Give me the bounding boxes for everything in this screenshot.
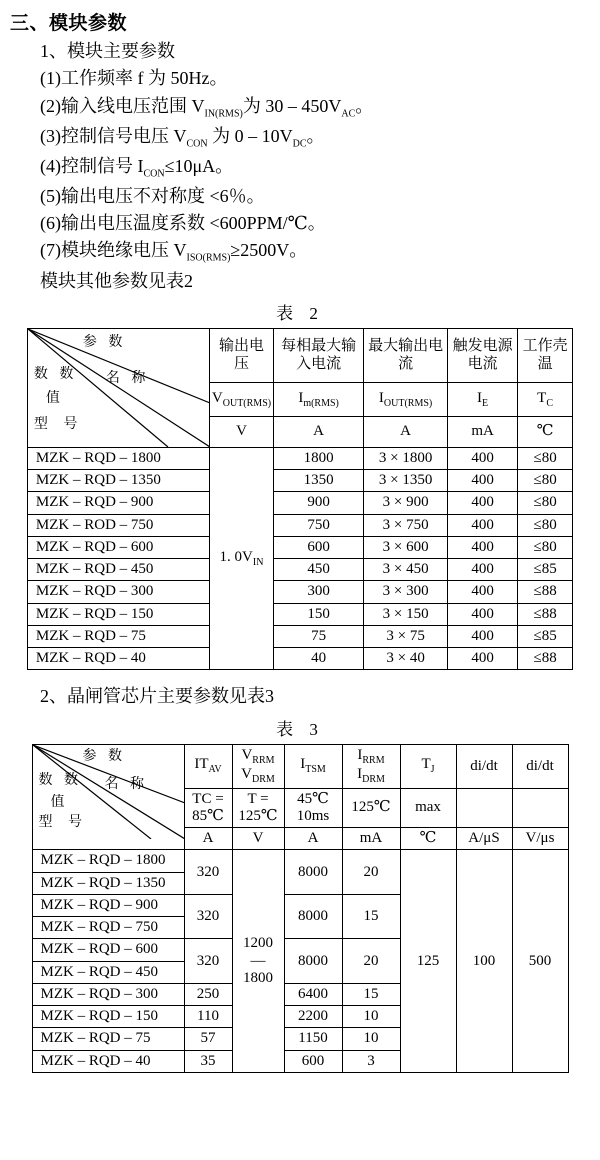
- table3-cond-irrm: 125℃: [342, 788, 400, 828]
- table2-model: MZK – RQD – 75: [27, 625, 209, 647]
- table2-im: 900: [274, 492, 364, 514]
- table3-symbol-itsm: $I_{TSM}$: [284, 744, 342, 788]
- table3-itav: 320: [184, 939, 232, 984]
- table3-tj-merged: 125: [400, 850, 456, 1073]
- param-item-6: (6)输出电压温度系数 <600PPM/℃。: [40, 213, 326, 234]
- table2-vout-merged: 1. $0V_{IN}$: [209, 447, 273, 670]
- corner-label-name: 名 称: [105, 370, 150, 386]
- table2-model: MZK – RQD – 450: [27, 559, 209, 581]
- table3-unit-itav: A: [184, 828, 232, 850]
- table2-im: 75: [274, 625, 364, 647]
- table3-symbol-didt1: di/dt: [456, 744, 512, 788]
- param-item-5: (5)输出电压不对称度 <6％。: [40, 185, 265, 206]
- table3-model: MZK – RQD – 900: [32, 894, 184, 916]
- table2-tc: ≤80: [518, 470, 573, 492]
- table2-iout: 3 × 600: [364, 536, 448, 558]
- corner-label-param: 参 数: [82, 334, 127, 350]
- table3-model: MZK – RQD – 450: [32, 961, 184, 983]
- table2-tc: ≤80: [518, 447, 573, 469]
- table2-im: 600: [274, 536, 364, 558]
- table3-irrm: 15: [342, 894, 400, 939]
- table2-im: 450: [274, 559, 364, 581]
- table3-irrm: 10: [342, 1006, 400, 1028]
- table3-cond-tj: max: [400, 788, 456, 828]
- table2-model: MZK – RQD – 40: [27, 648, 209, 670]
- param-item-7: (7)模块绝缘电压 $V_{ISO(RMS)}\ge 2500V$。: [40, 240, 308, 265]
- param-item-3: (3)控制信号电压 $V_{CON}$ 为 $0 - 10V_{DC}$。: [40, 125, 325, 150]
- table-3: [32, 744, 569, 1073]
- table3-itsm: 8000: [284, 894, 342, 939]
- table3-model: MZK – RQD – 750: [32, 917, 184, 939]
- table3-itsm: 2200: [284, 1006, 342, 1028]
- table2-tc: ≤88: [518, 603, 573, 625]
- table3-irrm: 3: [342, 1050, 400, 1072]
- table2-ie: 400: [448, 559, 518, 581]
- table2-col-header-tc: 工作壳温: [518, 328, 573, 382]
- table2-ie: 400: [448, 625, 518, 647]
- table2-header-row-name: [27, 328, 572, 382]
- table-row: [27, 625, 572, 647]
- table2-unit-im: A: [274, 417, 364, 448]
- table2-iout: 3 × 1800: [364, 447, 448, 469]
- table2-im: 750: [274, 514, 364, 536]
- table2-symbol-vout: $V_{OUT(RMS)}$: [209, 383, 273, 417]
- table2-ie: 400: [448, 447, 518, 469]
- table-row: [27, 536, 572, 558]
- table3-itsm: 8000: [284, 939, 342, 984]
- section-2-title: 2、晶闸管芯片主要参数见表3: [40, 686, 274, 707]
- table3-model: MZK – RQD – 1350: [32, 872, 184, 894]
- table2-iout: 3 × 900: [364, 492, 448, 514]
- table3-model: MZK – RQD – 600: [32, 939, 184, 961]
- table3-irrm: 20: [342, 939, 400, 984]
- table2-tc: ≤88: [518, 648, 573, 670]
- corner-label-zhi: 值: [50, 794, 65, 810]
- table-row: [27, 559, 572, 581]
- table3-caption: 表 3: [276, 719, 324, 739]
- table-2: [27, 328, 573, 671]
- table2-tc: ≤85: [518, 625, 573, 647]
- table2-corner-cell: [27, 328, 209, 447]
- table3-model: MZK – RQD – 75: [32, 1028, 184, 1050]
- table2-col-header-ie: 触发电源电流: [448, 328, 518, 382]
- table2-im: 1350: [274, 470, 364, 492]
- table2-iout: 3 × 750: [364, 514, 448, 536]
- table3-irrm: 20: [342, 850, 400, 895]
- table3-itsm: 600: [284, 1050, 342, 1072]
- table-row: [27, 648, 572, 670]
- table3-itsm: 6400: [284, 983, 342, 1005]
- table3-cond-itsm: 45℃ 10ms: [284, 788, 342, 828]
- table-row: [27, 581, 572, 603]
- table3-didt1-merged: 100: [456, 850, 512, 1073]
- table2-model: MZK – RQD – 300: [27, 581, 209, 603]
- table2-symbol-ie: $I_E$: [448, 383, 518, 417]
- table3-unit-vrrm: V: [232, 828, 284, 850]
- table2-tc: ≤80: [518, 514, 573, 536]
- table3-vrrm-merged: 1200 — 1800: [232, 850, 284, 1073]
- table3-corner-cell: [32, 744, 184, 850]
- table-row: [27, 492, 572, 514]
- table3-cond-itav: TC = 85℃: [184, 788, 232, 828]
- table2-ie: 400: [448, 603, 518, 625]
- table-row: [27, 514, 572, 536]
- table3-itav: 35: [184, 1050, 232, 1072]
- section-1-title: 1、模块主要参数: [40, 41, 175, 61]
- table3-irrm: 10: [342, 1028, 400, 1050]
- table2-col-header-vout: 输出电压: [209, 328, 273, 382]
- table2-symbol-iout: $I_{OUT(RMS)}$: [364, 383, 448, 417]
- table2-ie: 400: [448, 470, 518, 492]
- table2-im: 1800: [274, 447, 364, 469]
- param-item-2: (2)输入线电压范围 $V_{IN(RMS)}$为 $30 - 450V_{AC}$。: [40, 95, 374, 120]
- table2-unit-vout: V: [209, 417, 273, 448]
- table2-tc: ≤80: [518, 536, 573, 558]
- table3-symbol-tj: $T_J$: [400, 744, 456, 788]
- document-page: [0, 8, 600, 1160]
- table2-caption: 表 2: [276, 303, 324, 323]
- table2-model: MZK – RQD – 900: [27, 492, 209, 514]
- corner-label-param: 参 数: [82, 748, 126, 764]
- other-params-note: 模块其他参数见表2: [40, 270, 193, 291]
- param-item-1: (1)工作频率 f 为 50Hz。: [40, 68, 228, 89]
- table3-itav: 320: [184, 894, 232, 939]
- table-row: [27, 470, 572, 492]
- page-title: 三、模块参数: [10, 13, 128, 34]
- table2-iout: 3 × 40: [364, 648, 448, 670]
- table3-model: MZK – RQD – 1800: [32, 850, 184, 872]
- table2-model: MZK – RQD – 150: [27, 603, 209, 625]
- corner-label-model: 型 号: [38, 814, 88, 830]
- corner-label-shu: 数 数: [33, 366, 78, 382]
- table3-itav: 250: [184, 983, 232, 1005]
- table3-unit-didt2: V/μs: [512, 828, 568, 850]
- table2-symbol-tc: $T_C$: [518, 383, 573, 417]
- table-row: [27, 603, 572, 625]
- table2-ie: 400: [448, 581, 518, 603]
- table3-model: MZK – RQD – 40: [32, 1050, 184, 1072]
- table2-im: 150: [274, 603, 364, 625]
- table2-ie: 400: [448, 492, 518, 514]
- table2-iout: 3 × 75: [364, 625, 448, 647]
- corner-label-zhi: 值: [45, 390, 60, 406]
- table-row: [27, 447, 572, 469]
- table3-cond-didt2: [512, 788, 568, 828]
- corner-label-name: 名 称: [104, 776, 148, 792]
- table3-cond-vrrm: T = 125℃: [232, 788, 284, 828]
- table2-tc: ≤80: [518, 492, 573, 514]
- param-item-4: (4)控制信号 $I_{CON}\le 10\mu A$。: [40, 155, 234, 180]
- table2-tc: ≤88: [518, 581, 573, 603]
- table2-ie: 400: [448, 648, 518, 670]
- table2-iout: 3 × 150: [364, 603, 448, 625]
- table2-col-header-iout: 最大输出电流: [364, 328, 448, 382]
- table2-unit-ie: mA: [448, 417, 518, 448]
- table2-ie: 400: [448, 536, 518, 558]
- table2-iout: 3 × 450: [364, 559, 448, 581]
- table3-symbol-didt2: di/dt: [512, 744, 568, 788]
- table3-itsm: 1150: [284, 1028, 342, 1050]
- table2-ie: 400: [448, 514, 518, 536]
- table2-symbol-im: $I_{m(RMS)}$: [274, 383, 364, 417]
- table2-model: MZK – RQD – 1350: [27, 470, 209, 492]
- table3-unit-tj: ℃: [400, 828, 456, 850]
- table3-model: MZK – RQD – 150: [32, 1006, 184, 1028]
- table3-header-row-symbol: [32, 744, 568, 788]
- table3-itav: 57: [184, 1028, 232, 1050]
- corner-label-shu: 数 数: [38, 772, 82, 788]
- table3-unit-irrm: mA: [342, 828, 400, 850]
- table2-iout: 3 × 300: [364, 581, 448, 603]
- table3-itav: 110: [184, 1006, 232, 1028]
- table2-col-header-im: 每相最大输入电流: [274, 328, 364, 382]
- table2-model: MZK – RQD – 1800: [27, 447, 209, 469]
- table3-unit-itsm: A: [284, 828, 342, 850]
- table3-symbol-itav: $IT_{AV}$: [184, 744, 232, 788]
- table3-unit-didt1: A/μS: [456, 828, 512, 850]
- table2-im: 300: [274, 581, 364, 603]
- table3-cond-didt1: [456, 788, 512, 828]
- table3-itav: 320: [184, 850, 232, 895]
- table2-unit-iout: A: [364, 417, 448, 448]
- table3-itsm: 8000: [284, 850, 342, 895]
- table2-tc: ≤85: [518, 559, 573, 581]
- table2-unit-tc: ℃: [518, 417, 573, 448]
- table-row: [32, 850, 568, 872]
- table3-symbol-vrrm: $V_{RRM}$ $V_{DRM}$: [232, 744, 284, 788]
- table3-didt2-merged: 500: [512, 850, 568, 1073]
- table2-iout: 3 × 1350: [364, 470, 448, 492]
- table2-model: MZK – RQD – 600: [27, 536, 209, 558]
- table3-irrm: 15: [342, 983, 400, 1005]
- table2-im: 40: [274, 648, 364, 670]
- table3-model: MZK – RQD – 300: [32, 983, 184, 1005]
- corner-label-model: 型 号: [33, 416, 84, 432]
- table2-model: MZK – ROD – 750: [27, 514, 209, 536]
- table3-symbol-irrm: $I_{RRM}$ $I_{DRM}$: [342, 744, 400, 788]
